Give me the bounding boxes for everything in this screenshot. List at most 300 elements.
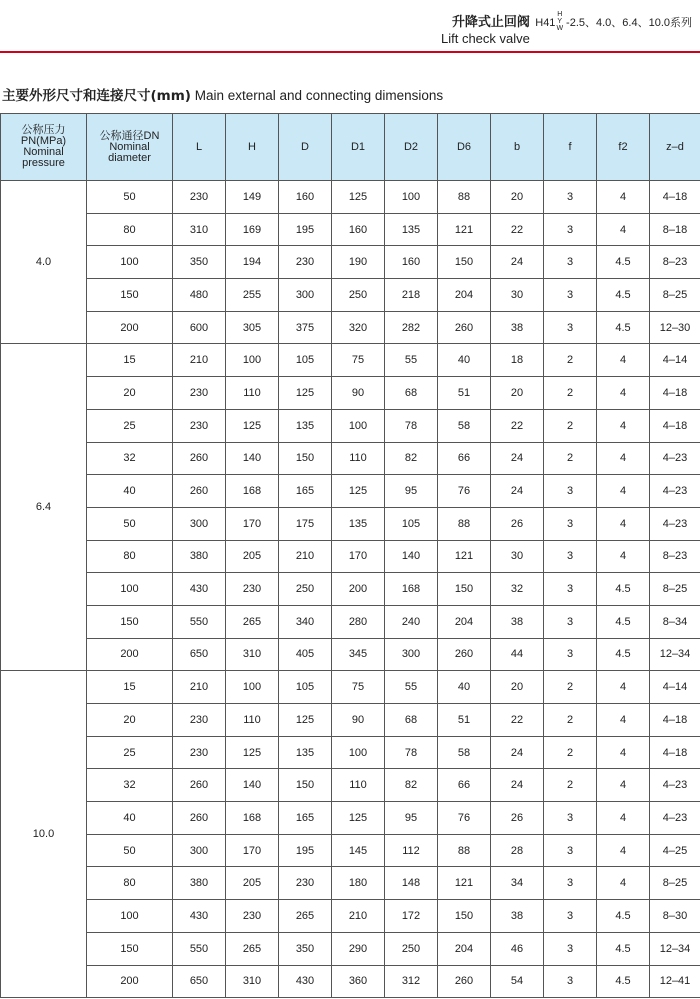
cell-f: 2 xyxy=(544,377,597,410)
table-row xyxy=(1,704,700,737)
cell-h: 170 xyxy=(226,834,279,867)
cell-d: 135 xyxy=(279,736,332,769)
table-row xyxy=(1,409,700,442)
cell-h: 110 xyxy=(226,377,279,410)
cell-d1: 345 xyxy=(332,638,385,671)
cell-d: 195 xyxy=(279,213,332,246)
cell-b: 28 xyxy=(491,834,544,867)
cell-d2: 312 xyxy=(385,965,438,998)
column-header-d1 xyxy=(332,114,385,181)
section-title-en: Main external and connecting dimensions xyxy=(194,88,444,103)
cell-h: 230 xyxy=(226,900,279,933)
page-header xyxy=(0,0,700,52)
cell-d1: 110 xyxy=(332,442,385,475)
cell-l: 230 xyxy=(173,704,226,737)
cell-f: 2 xyxy=(544,736,597,769)
column-header-line: D2 xyxy=(403,140,419,153)
cell-dn: 200 xyxy=(87,965,173,998)
cell-dn: 80 xyxy=(87,867,173,900)
cell-d1: 170 xyxy=(332,540,385,573)
cell-d6: 76 xyxy=(438,802,491,835)
cell-dn: 15 xyxy=(87,344,173,377)
cell-zd: 4–14 xyxy=(650,344,700,377)
cell-d6: 40 xyxy=(438,671,491,704)
cell-dn: 200 xyxy=(87,638,173,671)
cell-zd: 4–18 xyxy=(650,181,700,214)
cell-l: 600 xyxy=(173,311,226,344)
cell-d2: 78 xyxy=(385,409,438,442)
cell-dn: 150 xyxy=(87,605,173,638)
cell-dn: 25 xyxy=(87,736,173,769)
cell-l: 380 xyxy=(173,540,226,573)
cell-f: 3 xyxy=(544,932,597,965)
table-row xyxy=(1,638,700,671)
cell-l: 260 xyxy=(173,769,226,802)
cell-d1: 160 xyxy=(332,213,385,246)
cell-zd: 4–23 xyxy=(650,475,700,508)
cell-d: 340 xyxy=(279,605,332,638)
cell-b: 54 xyxy=(491,965,544,998)
cell-b: 46 xyxy=(491,932,544,965)
cell-b: 18 xyxy=(491,344,544,377)
model-stack-y: Y xyxy=(557,18,563,26)
cell-b: 26 xyxy=(491,802,544,835)
cell-d6: 150 xyxy=(438,246,491,279)
cell-d2: 100 xyxy=(385,181,438,214)
column-header-line: f2 xyxy=(618,140,628,153)
product-title xyxy=(452,11,692,33)
cell-f: 2 xyxy=(544,704,597,737)
cell-f: 3 xyxy=(544,834,597,867)
cell-f: 3 xyxy=(544,311,597,344)
cell-dn: 100 xyxy=(87,900,173,933)
cell-f: 3 xyxy=(544,605,597,638)
cell-d1: 135 xyxy=(332,507,385,540)
cell-h: 310 xyxy=(226,638,279,671)
cell-d1: 250 xyxy=(332,279,385,312)
cell-b: 24 xyxy=(491,442,544,475)
cell-b: 22 xyxy=(491,704,544,737)
cell-dn: 32 xyxy=(87,442,173,475)
cell-d: 195 xyxy=(279,834,332,867)
cell-d2: 172 xyxy=(385,900,438,933)
cell-b: 22 xyxy=(491,409,544,442)
column-header-d6 xyxy=(438,114,491,181)
column-header-dn xyxy=(87,114,173,181)
column-header-line: D1 xyxy=(350,140,366,153)
cell-d6: 204 xyxy=(438,279,491,312)
cell-b: 20 xyxy=(491,377,544,410)
column-header-f xyxy=(544,114,597,181)
cell-l: 550 xyxy=(173,605,226,638)
cell-zd: 8–30 xyxy=(650,900,700,933)
cell-dn: 80 xyxy=(87,540,173,573)
column-header-line: 公称压力 xyxy=(21,124,66,136)
cell-f2: 4.5 xyxy=(597,965,650,998)
cell-f: 3 xyxy=(544,246,597,279)
cell-zd: 4–23 xyxy=(650,442,700,475)
nominal-pressure-cell: 6.4 xyxy=(1,344,87,671)
cell-b: 22 xyxy=(491,213,544,246)
cell-f2: 4.5 xyxy=(597,311,650,344)
cell-zd: 4–23 xyxy=(650,507,700,540)
column-header-line: f xyxy=(568,140,572,153)
cell-zd: 4–18 xyxy=(650,377,700,410)
cell-b: 20 xyxy=(491,181,544,214)
column-header-h xyxy=(226,114,279,181)
table-body xyxy=(1,181,700,998)
cell-d: 125 xyxy=(279,377,332,410)
cell-d6: 88 xyxy=(438,181,491,214)
cell-f: 2 xyxy=(544,671,597,704)
cell-zd: 8–18 xyxy=(650,213,700,246)
cell-d: 230 xyxy=(279,867,332,900)
cell-zd: 4–14 xyxy=(650,671,700,704)
cell-d6: 40 xyxy=(438,344,491,377)
cell-l: 650 xyxy=(173,965,226,998)
cell-b: 44 xyxy=(491,638,544,671)
cell-d1: 125 xyxy=(332,181,385,214)
cell-d: 105 xyxy=(279,344,332,377)
column-header-f2 xyxy=(597,114,650,181)
cell-f: 3 xyxy=(544,802,597,835)
cell-h: 194 xyxy=(226,246,279,279)
cell-d2: 282 xyxy=(385,311,438,344)
cell-d2: 250 xyxy=(385,932,438,965)
cell-l: 550 xyxy=(173,932,226,965)
cell-d2: 78 xyxy=(385,736,438,769)
title-cn: 升降式止回阀 xyxy=(451,15,530,30)
cell-b: 34 xyxy=(491,867,544,900)
cell-b: 30 xyxy=(491,540,544,573)
cell-l: 430 xyxy=(173,573,226,606)
header-rule xyxy=(0,51,700,53)
cell-f: 3 xyxy=(544,867,597,900)
cell-dn: 20 xyxy=(87,377,173,410)
cell-d1: 125 xyxy=(332,475,385,508)
model-material-stack xyxy=(556,11,563,32)
cell-f2: 4 xyxy=(597,409,650,442)
cell-b: 38 xyxy=(491,311,544,344)
cell-h: 125 xyxy=(226,736,279,769)
cell-dn: 100 xyxy=(87,246,173,279)
cell-d6: 150 xyxy=(438,573,491,606)
cell-l: 260 xyxy=(173,802,226,835)
table-row xyxy=(1,246,700,279)
cell-zd: 8–25 xyxy=(650,573,700,606)
column-header-line: 公称通径DN xyxy=(99,129,160,142)
cell-f2: 4 xyxy=(597,802,650,835)
cell-d6: 204 xyxy=(438,605,491,638)
section-title xyxy=(2,84,443,104)
cell-d: 430 xyxy=(279,965,332,998)
cell-d: 150 xyxy=(279,769,332,802)
cell-f2: 4 xyxy=(597,377,650,410)
column-header-zd xyxy=(650,114,700,181)
cell-l: 210 xyxy=(173,671,226,704)
cell-f: 3 xyxy=(544,181,597,214)
table-row xyxy=(1,475,700,508)
cell-d: 160 xyxy=(279,181,332,214)
table-row xyxy=(1,900,700,933)
cell-d1: 90 xyxy=(332,704,385,737)
cell-l: 350 xyxy=(173,246,226,279)
cell-d2: 148 xyxy=(385,867,438,900)
cell-h: 170 xyxy=(226,507,279,540)
table-row xyxy=(1,834,700,867)
cell-f2: 4 xyxy=(597,867,650,900)
title-en: Lift check valve xyxy=(441,31,530,46)
cell-d: 405 xyxy=(279,638,332,671)
cell-d2: 95 xyxy=(385,475,438,508)
cell-h: 169 xyxy=(226,213,279,246)
table-row xyxy=(1,932,700,965)
cell-b: 30 xyxy=(491,279,544,312)
cell-l: 230 xyxy=(173,736,226,769)
cell-d6: 88 xyxy=(438,834,491,867)
cell-d6: 150 xyxy=(438,900,491,933)
column-header-l xyxy=(173,114,226,181)
cell-d6: 260 xyxy=(438,965,491,998)
cell-zd: 4–23 xyxy=(650,802,700,835)
column-header-line: pressure xyxy=(22,157,65,169)
cell-f2: 4 xyxy=(597,736,650,769)
cell-d6: 260 xyxy=(438,638,491,671)
cell-d1: 125 xyxy=(332,802,385,835)
cell-h: 168 xyxy=(226,802,279,835)
cell-d6: 66 xyxy=(438,442,491,475)
cell-b: 32 xyxy=(491,573,544,606)
cell-d2: 300 xyxy=(385,638,438,671)
cell-b: 38 xyxy=(491,900,544,933)
column-header-line: H xyxy=(248,140,256,153)
cell-f: 3 xyxy=(544,279,597,312)
cell-f: 3 xyxy=(544,900,597,933)
cell-zd: 12–30 xyxy=(650,311,700,344)
cell-f2: 4 xyxy=(597,671,650,704)
cell-f: 3 xyxy=(544,573,597,606)
nominal-pressure-cell: 10.0 xyxy=(1,671,87,998)
cell-zd: 4–25 xyxy=(650,834,700,867)
cell-f: 3 xyxy=(544,213,597,246)
cell-d1: 320 xyxy=(332,311,385,344)
cell-dn: 200 xyxy=(87,311,173,344)
cell-d2: 105 xyxy=(385,507,438,540)
column-header-line: D xyxy=(301,140,309,153)
cell-h: 205 xyxy=(226,540,279,573)
table-row xyxy=(1,802,700,835)
cell-zd: 8–25 xyxy=(650,279,700,312)
table-row xyxy=(1,540,700,573)
cell-d6: 121 xyxy=(438,867,491,900)
cell-h: 140 xyxy=(226,769,279,802)
cell-d6: 88 xyxy=(438,507,491,540)
cell-d6: 66 xyxy=(438,769,491,802)
cell-f2: 4.5 xyxy=(597,900,650,933)
cell-f2: 4 xyxy=(597,181,650,214)
cell-h: 265 xyxy=(226,605,279,638)
cell-h: 310 xyxy=(226,965,279,998)
cell-d: 350 xyxy=(279,932,332,965)
model-stack-w: W xyxy=(556,25,564,33)
cell-d6: 260 xyxy=(438,311,491,344)
column-header-line: Nominal xyxy=(23,146,64,158)
cell-l: 230 xyxy=(173,181,226,214)
cell-l: 310 xyxy=(173,213,226,246)
cell-f2: 4 xyxy=(597,769,650,802)
cell-f: 2 xyxy=(544,442,597,475)
cell-b: 38 xyxy=(491,605,544,638)
cell-l: 480 xyxy=(173,279,226,312)
cell-h: 255 xyxy=(226,279,279,312)
cell-d: 105 xyxy=(279,671,332,704)
cell-d6: 204 xyxy=(438,932,491,965)
cell-f2: 4 xyxy=(597,213,650,246)
cell-l: 650 xyxy=(173,638,226,671)
cell-f: 3 xyxy=(544,507,597,540)
cell-f2: 4 xyxy=(597,507,650,540)
cell-d1: 190 xyxy=(332,246,385,279)
cell-zd: 8–34 xyxy=(650,605,700,638)
cell-d: 300 xyxy=(279,279,332,312)
cell-d6: 51 xyxy=(438,377,491,410)
table-row xyxy=(1,573,700,606)
cell-zd: 12–34 xyxy=(650,932,700,965)
cell-d6: 51 xyxy=(438,704,491,737)
cell-d2: 240 xyxy=(385,605,438,638)
cell-h: 100 xyxy=(226,671,279,704)
cell-h: 140 xyxy=(226,442,279,475)
model-prefix: H41 xyxy=(535,17,556,29)
cell-h: 168 xyxy=(226,475,279,508)
cell-d: 265 xyxy=(279,900,332,933)
table-row xyxy=(1,213,700,246)
table-row xyxy=(1,605,700,638)
column-header-b xyxy=(491,114,544,181)
cell-dn: 25 xyxy=(87,409,173,442)
cell-d: 230 xyxy=(279,246,332,279)
cell-dn: 150 xyxy=(87,932,173,965)
cell-d: 165 xyxy=(279,802,332,835)
cell-b: 20 xyxy=(491,671,544,704)
table-row xyxy=(1,442,700,475)
cell-b: 24 xyxy=(491,475,544,508)
cell-f: 3 xyxy=(544,965,597,998)
cell-d2: 68 xyxy=(385,704,438,737)
cell-zd: 4–18 xyxy=(650,704,700,737)
cell-h: 265 xyxy=(226,932,279,965)
cell-dn: 40 xyxy=(87,475,173,508)
cell-h: 230 xyxy=(226,573,279,606)
column-header-line: Nominal xyxy=(109,140,150,153)
cell-d1: 360 xyxy=(332,965,385,998)
cell-dn: 32 xyxy=(87,769,173,802)
cell-d: 175 xyxy=(279,507,332,540)
cell-dn: 100 xyxy=(87,573,173,606)
cell-l: 230 xyxy=(173,377,226,410)
cell-d2: 218 xyxy=(385,279,438,312)
column-header-line: diameter xyxy=(108,151,151,164)
dimensions-table xyxy=(0,113,700,998)
cell-d2: 82 xyxy=(385,442,438,475)
cell-f2: 4.5 xyxy=(597,279,650,312)
cell-d1: 75 xyxy=(332,671,385,704)
cell-d: 125 xyxy=(279,704,332,737)
cell-d1: 280 xyxy=(332,605,385,638)
cell-d2: 140 xyxy=(385,540,438,573)
cell-f2: 4.5 xyxy=(597,638,650,671)
column-header-pn xyxy=(1,114,87,181)
cell-d6: 76 xyxy=(438,475,491,508)
cell-f: 3 xyxy=(544,638,597,671)
cell-d1: 110 xyxy=(332,769,385,802)
cell-f2: 4 xyxy=(597,704,650,737)
cell-d: 210 xyxy=(279,540,332,573)
cell-dn: 50 xyxy=(87,507,173,540)
cell-f: 3 xyxy=(544,540,597,573)
cell-f2: 4 xyxy=(597,475,650,508)
cell-d1: 100 xyxy=(332,736,385,769)
table-row xyxy=(1,671,700,704)
cell-dn: 150 xyxy=(87,279,173,312)
cell-d1: 90 xyxy=(332,377,385,410)
cell-d6: 58 xyxy=(438,736,491,769)
cell-dn: 20 xyxy=(87,704,173,737)
column-header-line: D6 xyxy=(456,140,472,153)
cell-d2: 160 xyxy=(385,246,438,279)
cell-d2: 82 xyxy=(385,769,438,802)
cell-f: 2 xyxy=(544,344,597,377)
cell-d: 165 xyxy=(279,475,332,508)
nominal-pressure-cell: 4.0 xyxy=(1,181,87,344)
cell-zd: 4–18 xyxy=(650,409,700,442)
table-row xyxy=(1,377,700,410)
cell-d1: 290 xyxy=(332,932,385,965)
cell-l: 300 xyxy=(173,834,226,867)
cell-zd: 4–23 xyxy=(650,769,700,802)
column-header-line: L xyxy=(195,140,203,153)
cell-zd: 8–23 xyxy=(650,540,700,573)
cell-b: 24 xyxy=(491,769,544,802)
column-header-d xyxy=(279,114,332,181)
cell-dn: 80 xyxy=(87,213,173,246)
cell-l: 380 xyxy=(173,867,226,900)
cell-f2: 4 xyxy=(597,344,650,377)
cell-f2: 4.5 xyxy=(597,932,650,965)
cell-l: 260 xyxy=(173,475,226,508)
table-row xyxy=(1,867,700,900)
cell-f2: 4.5 xyxy=(597,246,650,279)
cell-d6: 121 xyxy=(438,540,491,573)
cell-l: 210 xyxy=(173,344,226,377)
table-row xyxy=(1,965,700,998)
cell-l: 230 xyxy=(173,409,226,442)
cell-d1: 145 xyxy=(332,834,385,867)
cell-h: 100 xyxy=(226,344,279,377)
cell-d: 150 xyxy=(279,442,332,475)
table-row xyxy=(1,507,700,540)
cell-f2: 4.5 xyxy=(597,605,650,638)
cell-f2: 4 xyxy=(597,442,650,475)
cell-d1: 75 xyxy=(332,344,385,377)
section-title-cn: 主要外形尺寸和连接尺寸(mm) xyxy=(2,88,191,104)
cell-h: 205 xyxy=(226,867,279,900)
table-row xyxy=(1,279,700,312)
cell-d: 135 xyxy=(279,409,332,442)
cell-h: 149 xyxy=(226,181,279,214)
column-header-line: PN(MPa) xyxy=(20,135,67,147)
cell-d1: 210 xyxy=(332,900,385,933)
